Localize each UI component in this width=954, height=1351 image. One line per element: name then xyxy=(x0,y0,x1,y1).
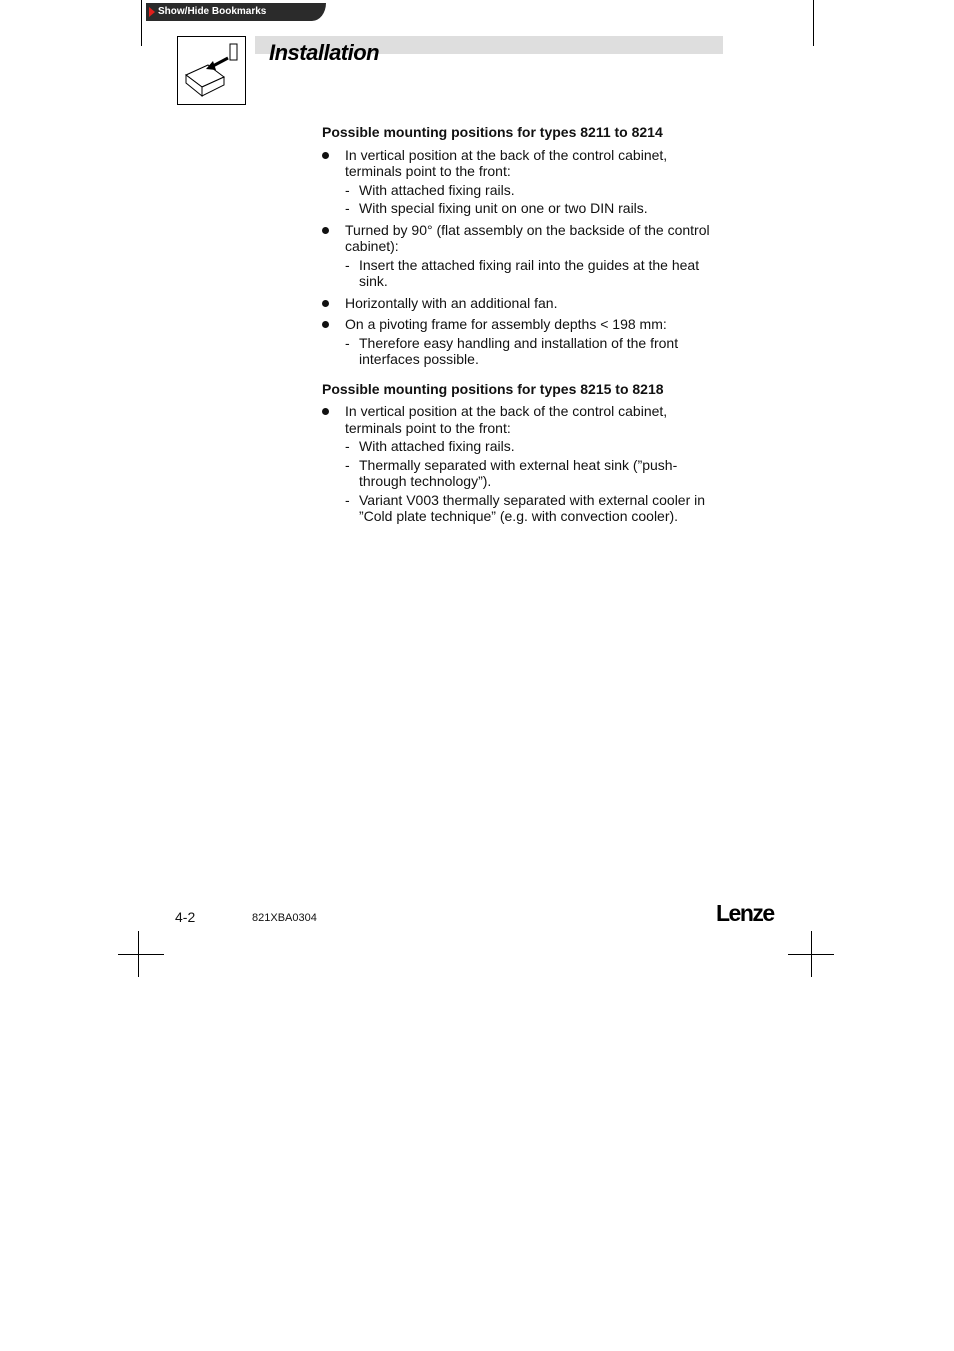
list-item xyxy=(322,147,717,217)
list-item xyxy=(322,316,717,368)
list-item xyxy=(322,295,717,312)
list-item xyxy=(322,403,717,525)
show-hide-bookmarks-button[interactable] xyxy=(146,3,326,21)
sub-list-item: - Therefore easy handling and installation of the front interfaces possible. xyxy=(345,335,717,368)
lenze-logo: Lenze xyxy=(716,900,774,926)
list-item xyxy=(322,222,717,290)
page-number: 4-2 xyxy=(175,909,196,925)
list-item-text: Turned by 90° (flat assembly on the backside of the control cabinet): xyxy=(345,221,710,254)
crop-mark xyxy=(138,931,139,977)
section-heading: Possible mounting positions for types 8211 to 8214 xyxy=(322,124,663,140)
sub-list-item: - With special fixing unit on one or two DIN rails. xyxy=(345,200,717,217)
section-8215-8218 xyxy=(322,381,717,525)
document-code: 821XBA0304 xyxy=(252,912,317,924)
crop-mark xyxy=(813,0,814,46)
content-area xyxy=(322,124,717,530)
list-item-text: In vertical position at the back of the control cabinet, terminals point to the front: xyxy=(345,146,668,179)
crop-mark xyxy=(811,931,812,977)
sub-list-item: - Insert the attached fixing rail into the guides at the heat sink. xyxy=(345,257,717,290)
crop-mark xyxy=(141,0,142,46)
page-title: Installation xyxy=(269,40,380,65)
sub-list-item: - Variant V003 thermally separated with external cooler in ”Cold plate technique” (e.g. with convection cooler). xyxy=(345,492,717,525)
show-hide-bookmarks-label: Show/Hide Bookmarks xyxy=(158,6,267,17)
sub-list-item: - Thermally separated with external heat sink (”push-through technology”). xyxy=(345,457,717,490)
sub-list-item: - With attached fixing rails. xyxy=(345,438,717,455)
list-item-text: On a pivoting frame for assembly depths < 198 mm: xyxy=(345,316,667,332)
bookmark-arrow-icon xyxy=(149,7,155,17)
section-8211-8214 xyxy=(322,124,717,368)
crop-mark xyxy=(118,954,164,955)
section-heading: Possible mounting positions for types 8215 to 8218 xyxy=(322,380,664,397)
sub-list-item: - With attached fixing rails. xyxy=(345,182,717,199)
list-item-text: Horizontally with an additional fan. xyxy=(345,294,558,311)
list-item-text: In vertical position at the back of the control cabinet, terminals point to the front: xyxy=(345,403,668,436)
installation-box-icon xyxy=(177,36,246,105)
